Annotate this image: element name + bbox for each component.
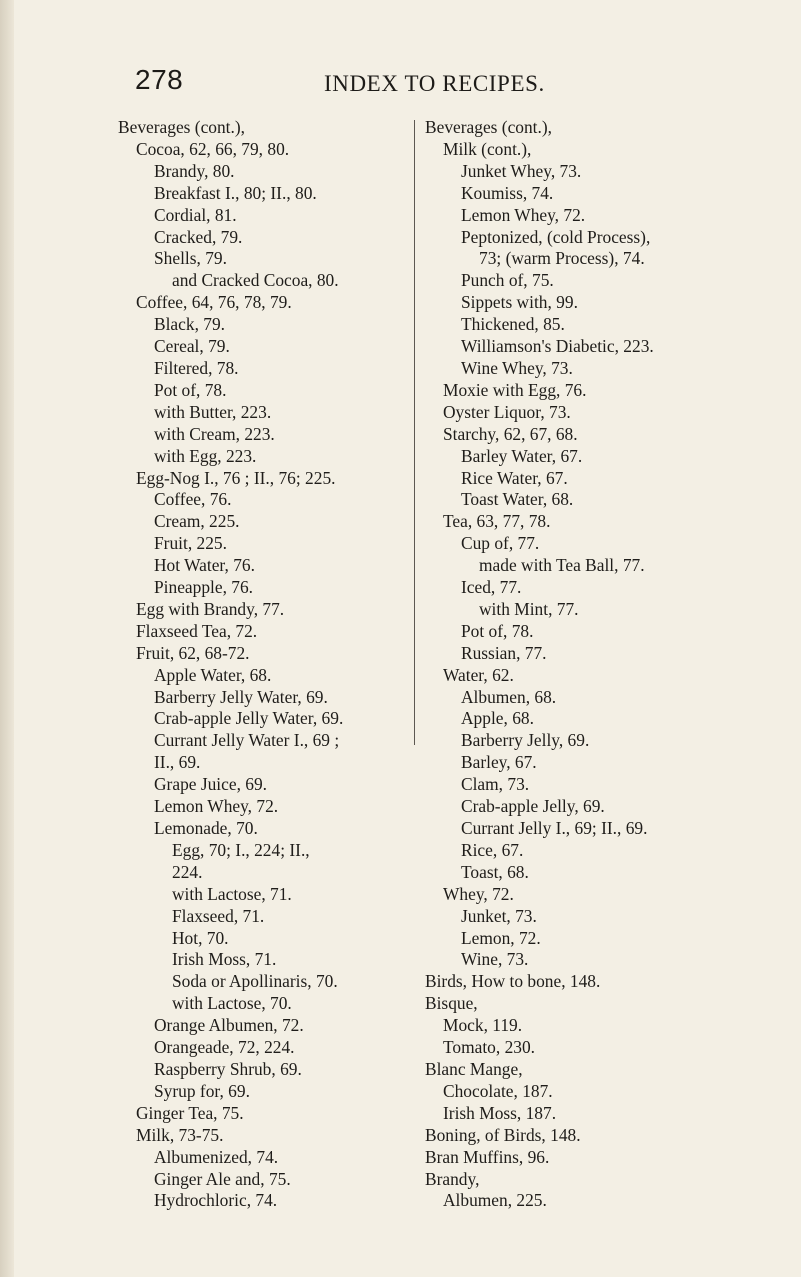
- index-entry: Wine Whey, 73.: [461, 357, 573, 378]
- index-entry: Filtered, 78.: [154, 357, 239, 378]
- index-entry: Lemon Whey, 72.: [154, 796, 279, 817]
- index-entry: Thickened, 85.: [461, 314, 565, 335]
- index-entry: Egg with Brandy, 77.: [136, 598, 285, 619]
- index-entry: Grape Juice, 69.: [154, 774, 267, 795]
- index-entry: Toast, 68.: [461, 861, 529, 882]
- index-entry: Lemonade, 70.: [154, 818, 258, 838]
- index-entry: Black, 79.: [154, 314, 225, 335]
- index-column-left: [118, 117, 418, 1212]
- index-entry: Koumiss, 74.: [461, 182, 554, 203]
- index-entry: Albumenized, 74.: [154, 1146, 279, 1167]
- index-entry: Raspberry Shrub, 69.: [154, 1058, 302, 1079]
- index-entry: Currant Jelly I., 69; II., 69.: [461, 818, 648, 838]
- index-entry: Beverages (cont.),: [425, 117, 552, 137]
- index-entry: Tomato, 230.: [443, 1037, 536, 1058]
- index-entry: Soda or Apollinaris, 70.: [172, 971, 338, 992]
- index-entry: Iced, 77.: [461, 577, 522, 598]
- index-entry: with Cream, 223.: [154, 423, 275, 444]
- page-number: 278: [135, 64, 184, 95]
- index-entry: Fruit, 225.: [154, 533, 227, 554]
- index-entry: Brandy,: [425, 1168, 480, 1189]
- index-entry: II., 69.: [154, 752, 201, 773]
- index-entry: Irish Moss, 187.: [443, 1102, 557, 1123]
- page-header: [135, 64, 755, 104]
- index-entry: Water, 62.: [443, 664, 514, 685]
- index-entry: Rice, 67.: [461, 839, 524, 860]
- index-entry: Starchy, 62, 67, 68.: [443, 423, 578, 444]
- index-entry: with Lactose, 71.: [172, 883, 292, 904]
- index-entry: Oyster Liquor, 73.: [443, 401, 571, 422]
- index-entry: Breakfast I., 80; II., 80.: [154, 182, 317, 203]
- index-entry: Williamson's Diabetic, 223.: [461, 336, 654, 357]
- index-entry: Cream, 225.: [154, 511, 240, 532]
- index-entry: Pineapple, 76.: [154, 577, 254, 598]
- index-entry: Clam, 73.: [461, 774, 530, 795]
- index-entry: Barley, 67.: [461, 752, 537, 773]
- index-entry: Milk, 73-75.: [136, 1124, 224, 1145]
- index-entry: Syrup for, 69.: [154, 1080, 250, 1101]
- index-entry: Ginger Ale and, 75.: [154, 1168, 291, 1189]
- index-entry: Crab-apple Jelly Water, 69.: [154, 708, 344, 729]
- index-entry: Hot, 70.: [172, 927, 229, 948]
- index-entry: Crab-apple Jelly, 69.: [461, 796, 605, 817]
- index-entry: Albumen, 68.: [461, 686, 557, 707]
- book-spine-edge: [0, 0, 14, 1277]
- index-entry: Chocolate, 187.: [443, 1080, 553, 1101]
- index-entry: Fruit, 62, 68-72.: [136, 642, 250, 663]
- index-entry: Boning, of Birds, 148.: [425, 1124, 581, 1145]
- index-entry: Punch of, 75.: [461, 270, 554, 291]
- index-entry: Barley Water, 67.: [461, 445, 583, 466]
- index-entry: Junket, 73.: [461, 905, 537, 926]
- index-entry: Coffee, 76.: [154, 489, 232, 510]
- index-entry: Russian, 77.: [461, 642, 547, 663]
- index-entry: with Butter, 223.: [154, 401, 272, 422]
- index-entry: Pot of, 78.: [154, 379, 227, 400]
- index-entry: Orangeade, 72, 224.: [154, 1037, 295, 1058]
- index-entry: made with Tea Ball, 77.: [479, 555, 645, 576]
- index-entry: Lemon, 72.: [461, 927, 541, 948]
- index-entry: Cracked, 79.: [154, 226, 243, 247]
- index-entry: Cordial, 81.: [154, 204, 237, 225]
- index-entry: Orange Albumen, 72.: [154, 1015, 304, 1036]
- index-entry: Lemon Whey, 72.: [461, 204, 586, 225]
- index-entry: Birds, How to bone, 148.: [425, 971, 601, 992]
- index-entry: Blanc Mange,: [425, 1058, 523, 1079]
- running-title: INDEX TO RECIPES.: [324, 71, 545, 96]
- index-entry: Toast Water, 68.: [461, 489, 574, 510]
- index-entry: Egg-Nog I., 76 ; II., 76; 225.: [136, 467, 336, 488]
- index-entry: with Lactose, 70.: [172, 993, 292, 1014]
- index-entry: Moxie with Egg, 76.: [443, 379, 587, 400]
- index-entry: Currant Jelly Water I., 69 ;: [154, 730, 340, 751]
- index-entry: Wine, 73.: [461, 949, 529, 970]
- index-entry: Barberry Jelly Water, 69.: [154, 686, 328, 707]
- index-entry: Milk (cont.),: [443, 138, 532, 159]
- index-entry: Bran Muffins, 96.: [425, 1146, 550, 1167]
- index-entry: Egg, 70; I., 224; II.,: [172, 839, 310, 860]
- index-entry: and Cracked Cocoa, 80.: [172, 270, 339, 291]
- index-entry: Hot Water, 76.: [154, 555, 255, 576]
- index-entry: Shells, 79.: [154, 248, 227, 269]
- index-entry: Apple, 68.: [461, 708, 534, 729]
- index-entry: Mock, 119.: [443, 1015, 523, 1036]
- index-entry: Cereal, 79.: [154, 336, 230, 357]
- index-entry: Cup of, 77.: [461, 533, 540, 554]
- index-column-right: [425, 117, 785, 1212]
- index-entry: Pot of, 78.: [461, 620, 534, 641]
- index-entry: 73; (warm Process), 74.: [479, 248, 645, 269]
- index-entry: Whey, 72.: [443, 883, 514, 904]
- column-divider: [414, 120, 415, 745]
- index-entry: Ginger Tea, 75.: [136, 1102, 244, 1123]
- index-entry: Hydrochloric, 74.: [154, 1190, 278, 1211]
- index-entry: Flaxseed, 71.: [172, 905, 265, 926]
- index-entry: 224.: [172, 861, 203, 882]
- index-entry: Tea, 63, 77, 78.: [443, 511, 551, 532]
- index-entry: Flaxseed Tea, 72.: [136, 620, 258, 641]
- index-entry: with Egg, 223.: [154, 445, 257, 466]
- index-entry: Irish Moss, 71.: [172, 949, 277, 970]
- index-entry: Brandy, 80.: [154, 160, 235, 181]
- index-entry: Cocoa, 62, 66, 79, 80.: [136, 138, 290, 159]
- index-entry: Peptonized, (cold Process),: [461, 226, 651, 247]
- index-entry: Albumen, 225.: [443, 1190, 547, 1211]
- index-entry: Beverages (cont.),: [118, 117, 245, 137]
- index-entry: Coffee, 64, 76, 78, 79.: [136, 292, 292, 313]
- index-entry: with Mint, 77.: [479, 598, 579, 619]
- index-entry: Bisque,: [425, 993, 478, 1014]
- index-entry: Sippets with, 99.: [461, 292, 578, 313]
- index-entry: Apple Water, 68.: [154, 664, 272, 685]
- index-entry: Barberry Jelly, 69.: [461, 730, 590, 751]
- index-entry: Junket Whey, 73.: [461, 160, 582, 181]
- index-entry: Rice Water, 67.: [461, 467, 568, 488]
